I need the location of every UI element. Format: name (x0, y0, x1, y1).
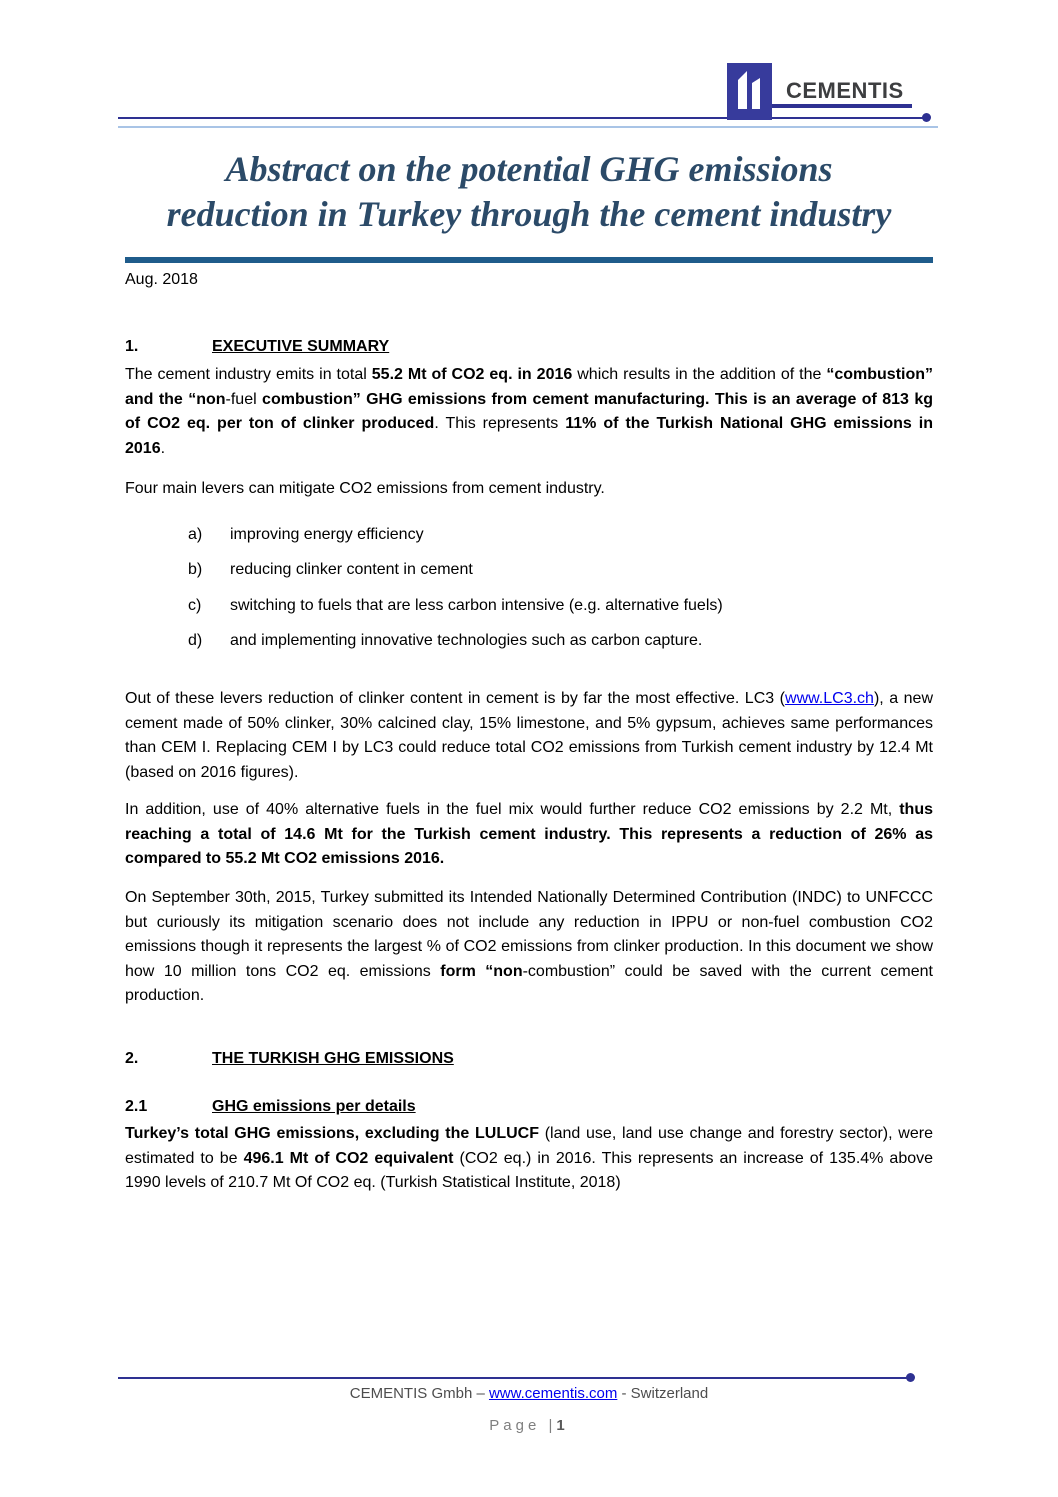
paragraph-ghg-details (125, 1122, 933, 1196)
header-rule-light (118, 126, 938, 128)
text-run: combustion” GHG emissions from cement manufacturing. This is an average of 813 kg of CO2 eq. per ton of clinker produced (125, 390, 934, 433)
cementis-logo-icon (727, 63, 772, 120)
list-item (125, 629, 933, 654)
text-run: “combustion” and the “non (125, 366, 934, 408)
text-run: The cement industry emits in total (125, 366, 372, 383)
document-title (125, 147, 933, 237)
section-2-heading (125, 1049, 933, 1069)
document-date: Aug. 2018 (125, 271, 198, 288)
text-run: form “non (440, 962, 523, 980)
text-run: -fuel (225, 390, 263, 408)
footer-rule (118, 1377, 908, 1379)
section-2-title: THE TURKISH GHG EMISSIONS (212, 1050, 454, 1067)
text-run: (land use, land use change and forestry sector), were estimated to be (125, 1125, 933, 1167)
text-run: thus reaching a total of 14.6 Mt for the Turkish cement industry. This represents a reduction of 26% as compared to 55.2 Mt CO2 emissions 2016. (125, 801, 933, 868)
brand-wordmark: CEMENTIS (786, 78, 904, 103)
text-run: - Switzerland (617, 1385, 709, 1402)
section-2-number: 2. (125, 1050, 139, 1067)
section-1-number: 1. (125, 338, 139, 355)
paragraph-exec-5 (125, 886, 933, 1009)
text-run: Turkey’s total GHG emissions, excluding the LULUCF (125, 1125, 539, 1142)
text-run: . (160, 439, 166, 457)
list-item-marker: b) (188, 561, 203, 579)
text-run: 496.1 Mt of CO2 equivalent (243, 1149, 454, 1167)
paragraph-exec-4 (125, 798, 933, 872)
list-item (125, 594, 933, 619)
list-item-marker: a) (188, 526, 203, 543)
text-run: (CO2 eq.) in 2016. This represents an increase of 135.4% above 1990 levels of 210.7 Mt Of CO2 eq. (Turkish Statistical Institute, 2018) (125, 1149, 934, 1192)
text-run: Four main levers can mitigate CO2 emissions from cement industry. (125, 480, 605, 497)
text-run: 55.2 Mt of CO2 eq. in 2016 (371, 366, 573, 383)
page-label: Page | (489, 1417, 557, 1434)
document-title-line2: reduction in Turkey through the cement industry (166, 194, 892, 234)
header-rule (118, 117, 924, 119)
link-lc3[interactable]: www.LC3.ch (785, 690, 874, 707)
section-2-1-heading (125, 1097, 933, 1117)
footer-rule-dot (906, 1373, 915, 1382)
footer-page-indicator (125, 1417, 933, 1434)
text-run: which results in the addition of the (572, 366, 827, 383)
section-2-1-title: GHG emissions per details (212, 1098, 416, 1115)
list-item-marker: c) (188, 596, 202, 614)
lever-list (125, 523, 933, 665)
list-item-text: reducing clinker content in cement (230, 561, 473, 579)
paragraph-exec-3 (125, 687, 933, 785)
brand-underline (771, 104, 912, 108)
paragraph-exec-2 (125, 477, 933, 502)
list-item-text: and implementing innovative technologies such as carbon capture. (230, 632, 703, 650)
text-run: 11% of the Turkish National GHG emissions in 2016 (125, 415, 934, 457)
text-run: In addition, use of 40% alternative fuels in the fuel mix would further reduce CO2 emissions by 2.2 Mt, (125, 801, 900, 818)
list-item (125, 523, 933, 548)
document-title-line1: Abstract on the potential GHG emissions (225, 149, 833, 189)
list-item-text: improving energy efficiency (230, 526, 424, 543)
header-rule-dot (922, 113, 931, 122)
section-1-title: EXECUTIVE SUMMARY (212, 338, 390, 355)
text-run: ), a new cement made of 50% clinker, 30% calcined clay, 15% limestone, and 5% gypsum, achieves same performances than CEM I. Replacing CEM I by LC3 could reduce total CO2 emissions from Turkish cement industry by 12.4 Mt (based on 2016 figures). (125, 690, 933, 781)
footer-company-line (125, 1385, 933, 1402)
list-item (125, 558, 933, 583)
page-number: 1 (556, 1417, 569, 1434)
title-rule (125, 257, 933, 263)
section-1-heading (125, 337, 933, 357)
text-run: CEMENTIS Gmbh – (349, 1385, 489, 1402)
section-2-1-number: 2.1 (125, 1098, 148, 1115)
paragraph-exec-1 (125, 363, 933, 461)
text-run: . This represents (434, 415, 566, 433)
list-item-text: switching to fuels that are less carbon intensive (e.g. alternative fuels) (230, 596, 723, 614)
link-cementis[interactable]: www.cementis.com (488, 1385, 618, 1402)
text-run: On September 30th, 2015, Turkey submitted its Intended Nationally Determined Contribution (INDC) to UNFCCC but curiously its mitigation scenario does not include any reduction in IPPU or non-fuel combustion CO2 emissions though it represents the largest % of CO2 emissions from clinker production. In this document we show how 10 million tons CO2 eq. emissions (125, 889, 933, 980)
text-run: -combustion” could be saved with the current cement production. (125, 962, 934, 1005)
list-item-marker: d) (188, 632, 203, 650)
text-run: Out of these levers reduction of clinker content in cement is by far the most effective. LC3 ( (125, 690, 786, 707)
